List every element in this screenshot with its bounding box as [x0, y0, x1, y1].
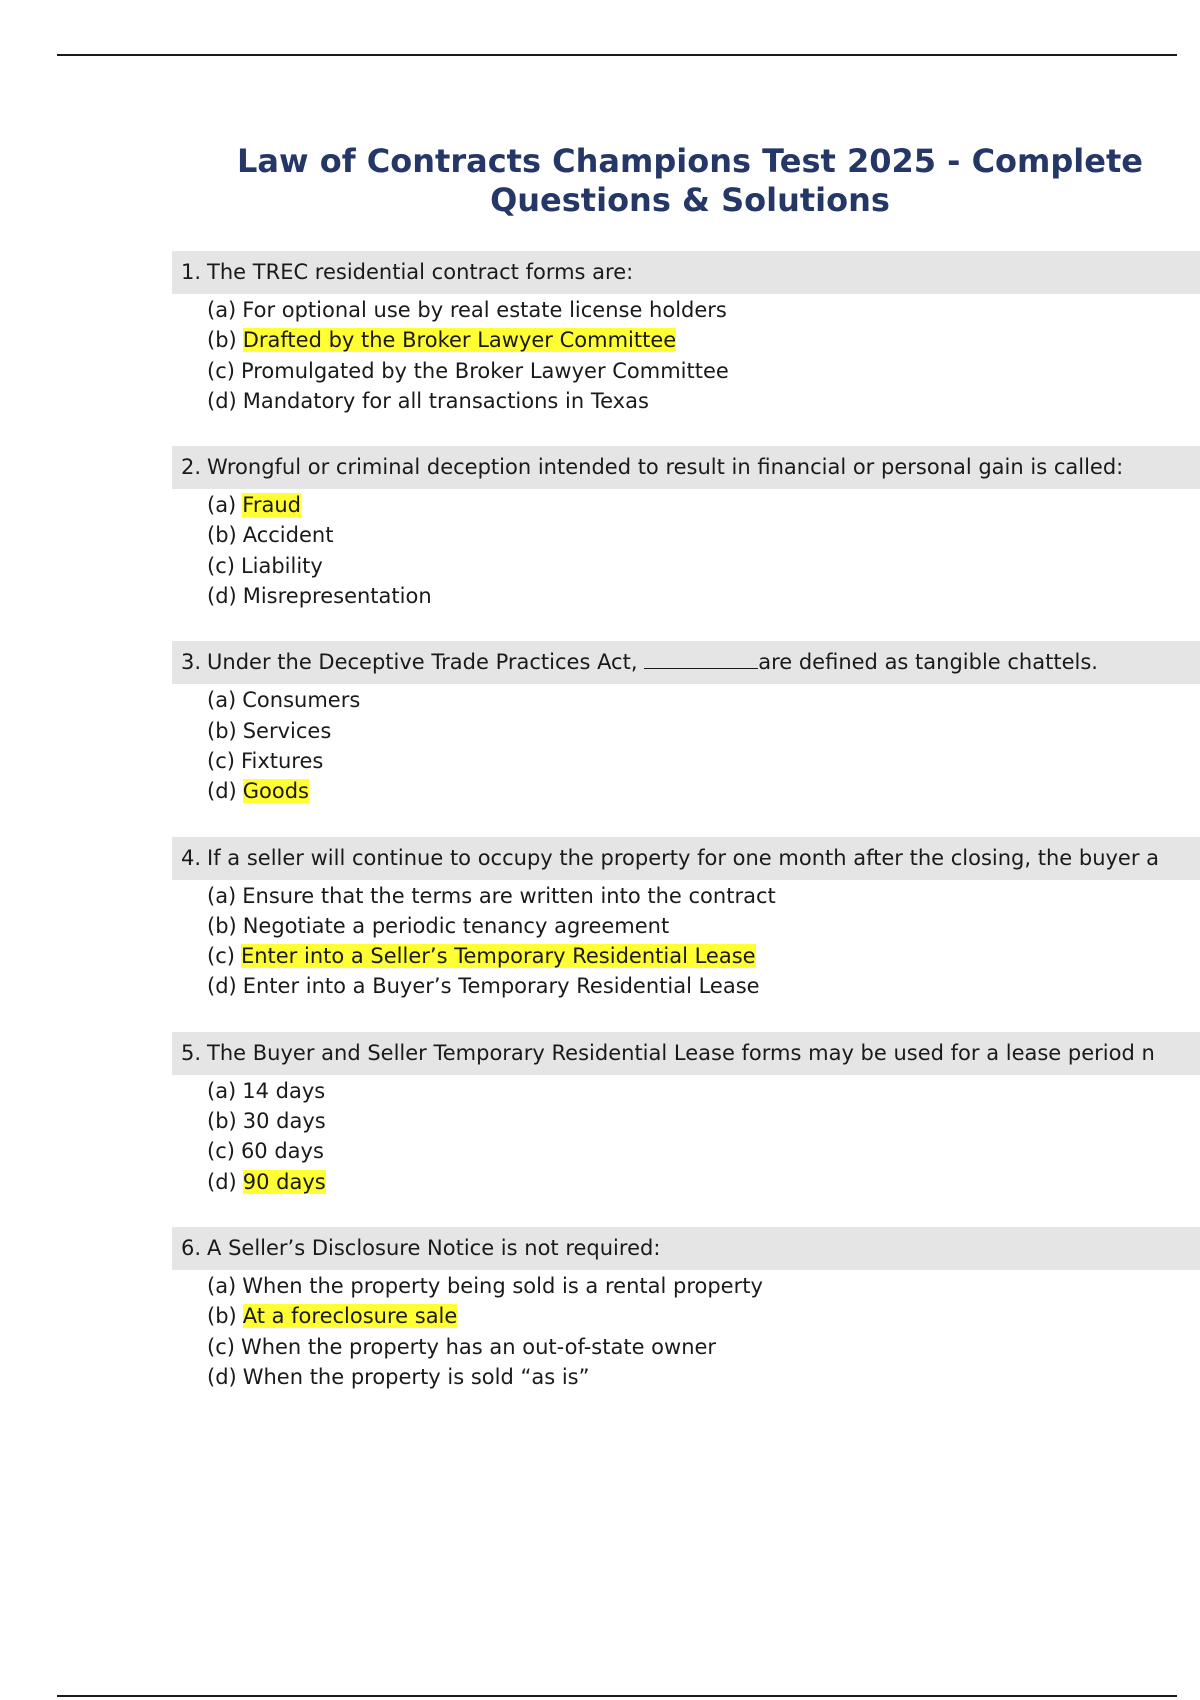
option-letter: (c): [207, 1334, 235, 1359]
question-stem: [172, 1032, 1200, 1075]
option-letter: (b): [207, 1304, 237, 1329]
option-letter: (d): [207, 584, 237, 609]
highlighted-answer: Goods: [242, 779, 309, 804]
option-letter: (b): [207, 328, 237, 353]
question-stem: [172, 1227, 1200, 1270]
option-text: 30 days: [242, 1109, 326, 1134]
question-number: 6.: [181, 1235, 202, 1260]
option-text: Liability: [240, 553, 323, 578]
answer-option: [207, 386, 1200, 416]
question-number: 1.: [181, 260, 202, 284]
answer-option: [207, 1167, 1200, 1197]
option-letter: (c): [207, 358, 235, 383]
option-text: 14 days: [242, 1078, 326, 1103]
option-letter: (a): [207, 1273, 237, 1298]
answer-option: [207, 1076, 1200, 1106]
answer-option: [207, 1271, 1200, 1301]
option-letter: (a): [207, 298, 237, 322]
answer-option: [207, 746, 1200, 776]
option-text: Mandatory for all transactions in Texas: [242, 388, 649, 413]
question-text: If a seller will continue to occupy the property for one month after the closing, the buyer a: [207, 845, 1160, 870]
question-number: 4.: [181, 845, 202, 870]
question-text: Under the Deceptive Trade Practices Act,: [207, 650, 638, 675]
option-letter: (b): [207, 913, 237, 938]
option-letter: (d): [207, 388, 237, 413]
question-text-after-blank: are defined as tangible chattels.: [758, 650, 1098, 675]
answer-option: [207, 551, 1200, 581]
option-text: Enter into a Buyer’s Temporary Residential Lease: [242, 974, 760, 999]
option-text: Negotiate a periodic tenancy agreement: [242, 913, 670, 938]
option-letter: (d): [207, 779, 237, 804]
answer-options: [172, 1270, 1200, 1392]
question-number: 3.: [181, 650, 202, 675]
answer-options: [172, 1075, 1200, 1197]
question-text: Wrongful or criminal deception intended to result in financial or personal gain is called:: [207, 455, 1124, 480]
answer-option: [207, 971, 1200, 1001]
option-text: 60 days: [240, 1139, 324, 1164]
option-text: Accident: [242, 523, 334, 548]
bottom-rule: [57, 1695, 1177, 1697]
question-block: [172, 251, 1200, 416]
answer-option: [207, 1362, 1200, 1392]
question-block: [172, 1032, 1200, 1197]
answer-option: [207, 520, 1200, 550]
answer-options: [172, 294, 1200, 416]
answer-option: [207, 1136, 1200, 1166]
question-stem: [172, 641, 1200, 684]
option-text: Fixtures: [240, 748, 324, 773]
highlighted-answer: Enter into a Seller’s Temporary Residential Lease: [240, 944, 756, 969]
question-text: The Buyer and Seller Temporary Residential Lease forms may be used for a lease period n: [207, 1040, 1155, 1065]
answer-option: [207, 685, 1200, 715]
answer-option: [207, 941, 1200, 971]
answer-option: [207, 356, 1200, 386]
option-text: For optional use by real estate license holders: [242, 298, 727, 322]
option-letter: (c): [207, 944, 235, 969]
option-letter: (d): [207, 974, 237, 999]
option-text: When the property is sold “as is”: [242, 1364, 590, 1389]
option-letter: (a): [207, 493, 237, 518]
answer-option: [207, 1301, 1200, 1331]
answer-options: [172, 880, 1200, 1002]
option-letter: (c): [207, 553, 235, 578]
option-letter: (b): [207, 1109, 237, 1134]
option-text: Misrepresentation: [242, 584, 432, 609]
option-text: Services: [242, 718, 332, 743]
fill-in-blank: [644, 650, 758, 669]
question-block: [172, 837, 1200, 1002]
option-text: Ensure that the terms are written into the contract: [242, 883, 776, 908]
question-number: 5.: [181, 1040, 202, 1065]
question-stem: [172, 251, 1200, 294]
highlighted-answer: Fraud: [242, 493, 301, 518]
option-letter: (c): [207, 748, 235, 773]
title-line-1: Law of Contracts Champions Test 2025 - Complete: [237, 142, 1143, 180]
option-letter: (d): [207, 1364, 237, 1389]
question-text: A Seller’s Disclosure Notice is not required:: [207, 1235, 661, 1260]
option-text: Consumers: [242, 688, 361, 713]
document-title: [170, 142, 1200, 220]
option-letter: (b): [207, 718, 237, 743]
option-letter: (c): [207, 1139, 235, 1164]
question-block: [172, 446, 1200, 611]
question-text: The TREC residential contract forms are:: [207, 260, 634, 284]
answer-option: [207, 1332, 1200, 1362]
highlighted-answer: At a foreclosure sale: [242, 1304, 458, 1329]
answer-options: [172, 489, 1200, 611]
highlighted-answer: Drafted by the Broker Lawyer Committee: [242, 328, 677, 353]
answer-option: [207, 295, 1200, 325]
option-letter: (a): [207, 688, 237, 713]
title-line-2: Questions & Solutions: [490, 181, 890, 219]
option-text: When the property being sold is a rental property: [242, 1273, 763, 1298]
option-text: Promulgated by the Broker Lawyer Committee: [240, 358, 729, 383]
answer-option: [207, 776, 1200, 806]
top-rule: [57, 54, 1177, 56]
question-list: [172, 251, 1200, 1422]
option-letter: (a): [207, 1078, 237, 1103]
question-number: 2.: [181, 455, 202, 480]
answer-option: [207, 325, 1200, 355]
option-letter: (a): [207, 883, 237, 908]
answer-option: [207, 1106, 1200, 1136]
question-stem: [172, 837, 1200, 880]
answer-options: [172, 684, 1200, 806]
answer-option: [207, 716, 1200, 746]
option-text: When the property has an out-of-state owner: [240, 1334, 717, 1359]
answer-option: [207, 490, 1200, 520]
answer-option: [207, 881, 1200, 911]
highlighted-answer: 90 days: [242, 1169, 326, 1194]
option-letter: (b): [207, 523, 237, 548]
answer-option: [207, 911, 1200, 941]
question-block: [172, 641, 1200, 806]
question-stem: [172, 446, 1200, 489]
question-block: [172, 1227, 1200, 1392]
answer-option: [207, 581, 1200, 611]
option-letter: (d): [207, 1169, 237, 1194]
